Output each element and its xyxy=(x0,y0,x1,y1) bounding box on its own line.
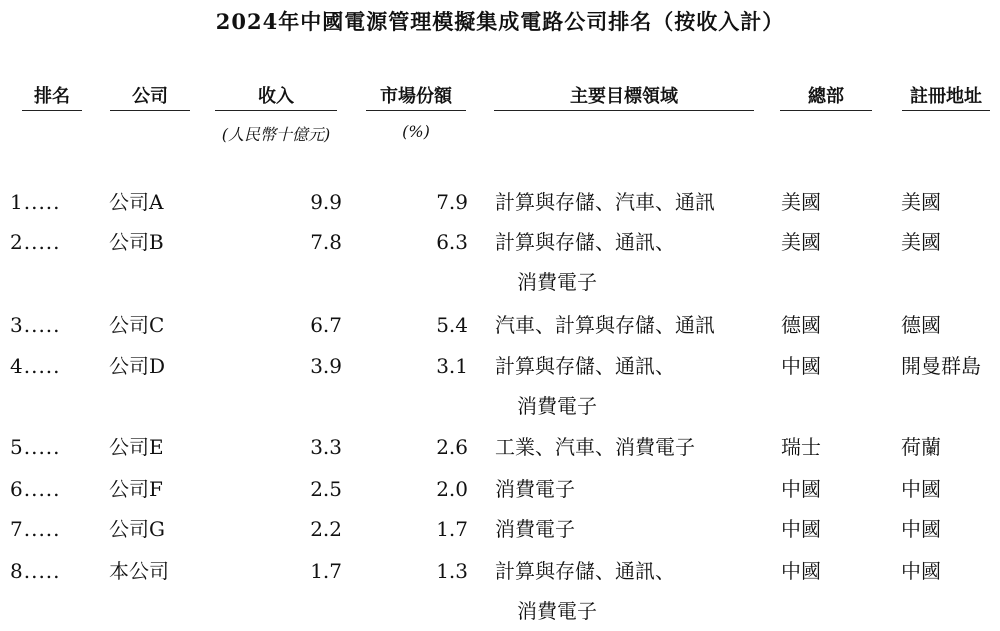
rank-cell: 4..... xyxy=(10,354,61,378)
market-share-cell: 2.6 xyxy=(436,435,468,459)
revenue-cell: 2.2 xyxy=(310,517,342,541)
target-areas-line: 消費電子 xyxy=(495,517,575,541)
target-areas-cell xyxy=(495,509,765,549)
registered-address-cell: 德國 xyxy=(901,313,941,337)
table-row xyxy=(0,509,1000,549)
document-title: 2024年中國電源管理模擬集成電路公司排名（按收入計） xyxy=(215,9,785,34)
registered-address-cell: 荷蘭 xyxy=(901,435,941,459)
header-rank: 排名 xyxy=(22,82,82,111)
target-areas-cell xyxy=(495,427,765,467)
company-cell: 公司G xyxy=(109,517,165,541)
rank-cell: 8..... xyxy=(10,559,61,583)
market-share-cell: 1.3 xyxy=(436,559,468,583)
headquarters-cell: 瑞士 xyxy=(781,435,821,459)
target-areas-line: 計算與存儲、汽車、通訊 xyxy=(495,190,715,214)
target-areas-line: 計算與存儲、通訊、 xyxy=(495,354,675,378)
table-row xyxy=(0,551,1000,623)
registered-address-cell: 中國 xyxy=(901,477,941,501)
header-target-areas: 主要目標領域 xyxy=(494,82,754,111)
header-headquarters: 總部 xyxy=(780,82,872,111)
table-row xyxy=(0,469,1000,509)
market-share-unit: (%) xyxy=(402,122,430,141)
registered-address-cell: 開曼群島 xyxy=(901,354,981,378)
revenue-cell: 3.9 xyxy=(310,354,342,378)
target-areas-cell xyxy=(495,305,765,345)
company-cell: 公司A xyxy=(109,190,164,214)
target-areas-cell xyxy=(495,182,765,222)
headquarters-cell: 中國 xyxy=(781,477,821,501)
market-share-cell: 6.3 xyxy=(436,230,468,254)
target-areas-line-continued: 消費電子 xyxy=(517,270,597,294)
target-areas-line-continued: 消費電子 xyxy=(517,599,597,623)
company-cell: 公司E xyxy=(109,435,164,459)
table-row xyxy=(0,305,1000,345)
headquarters-cell: 美國 xyxy=(781,230,821,254)
market-share-cell: 3.1 xyxy=(436,354,468,378)
header-company: 公司 xyxy=(110,82,190,111)
revenue-cell: 9.9 xyxy=(310,190,342,214)
header-revenue: 收入 xyxy=(215,82,337,111)
market-share-cell: 2.0 xyxy=(436,477,468,501)
target-areas-line: 消費電子 xyxy=(495,477,575,501)
registered-address-cell: 美國 xyxy=(901,230,941,254)
rank-cell: 6..... xyxy=(10,477,61,501)
registered-address-cell: 中國 xyxy=(901,517,941,541)
target-areas-line-continued: 消費電子 xyxy=(517,394,597,418)
revenue-cell: 3.3 xyxy=(310,435,342,459)
rank-cell: 1..... xyxy=(10,190,61,214)
table-row xyxy=(0,222,1000,294)
table-row xyxy=(0,346,1000,418)
revenue-cell: 1.7 xyxy=(310,559,342,583)
rank-cell: 3..... xyxy=(10,313,61,337)
market-share-cell: 1.7 xyxy=(436,517,468,541)
registered-address-cell: 中國 xyxy=(901,559,941,583)
market-share-cell: 7.9 xyxy=(436,190,468,214)
rank-cell: 2..... xyxy=(10,230,61,254)
registered-address-cell: 美國 xyxy=(901,190,941,214)
table-row xyxy=(0,427,1000,467)
target-areas-line: 計算與存儲、通訊、 xyxy=(495,559,675,583)
table-row xyxy=(0,182,1000,222)
company-cell: 公司D xyxy=(109,354,166,378)
header-market-share: 市場份額 xyxy=(366,82,466,111)
header-registered-address: 註冊地址 xyxy=(902,82,990,111)
revenue-cell: 7.8 xyxy=(310,230,342,254)
headquarters-cell: 中國 xyxy=(781,559,821,583)
company-cell: 公司B xyxy=(109,230,164,254)
target-areas-cell xyxy=(495,222,765,302)
headquarters-cell: 德國 xyxy=(781,313,821,337)
target-areas-cell xyxy=(495,469,765,509)
company-cell: 本公司 xyxy=(109,559,169,583)
headquarters-cell: 中國 xyxy=(781,354,821,378)
revenue-cell: 6.7 xyxy=(310,313,342,337)
revenue-cell: 2.5 xyxy=(310,477,342,501)
target-areas-cell xyxy=(495,346,765,426)
target-areas-line: 工業、汽車、消費電子 xyxy=(495,435,695,459)
company-cell: 公司F xyxy=(109,477,163,501)
rank-cell: 7..... xyxy=(10,517,61,541)
market-share-cell: 5.4 xyxy=(436,313,468,337)
target-areas-line: 汽車、計算與存儲、通訊 xyxy=(495,313,715,337)
revenue-unit: (人民幣十億元) xyxy=(221,125,331,144)
rank-cell: 5..... xyxy=(10,435,61,459)
headquarters-cell: 中國 xyxy=(781,517,821,541)
target-areas-line: 計算與存儲、通訊、 xyxy=(495,230,675,254)
target-areas-cell xyxy=(495,551,765,631)
headquarters-cell: 美國 xyxy=(781,190,821,214)
company-cell: 公司C xyxy=(109,313,165,337)
